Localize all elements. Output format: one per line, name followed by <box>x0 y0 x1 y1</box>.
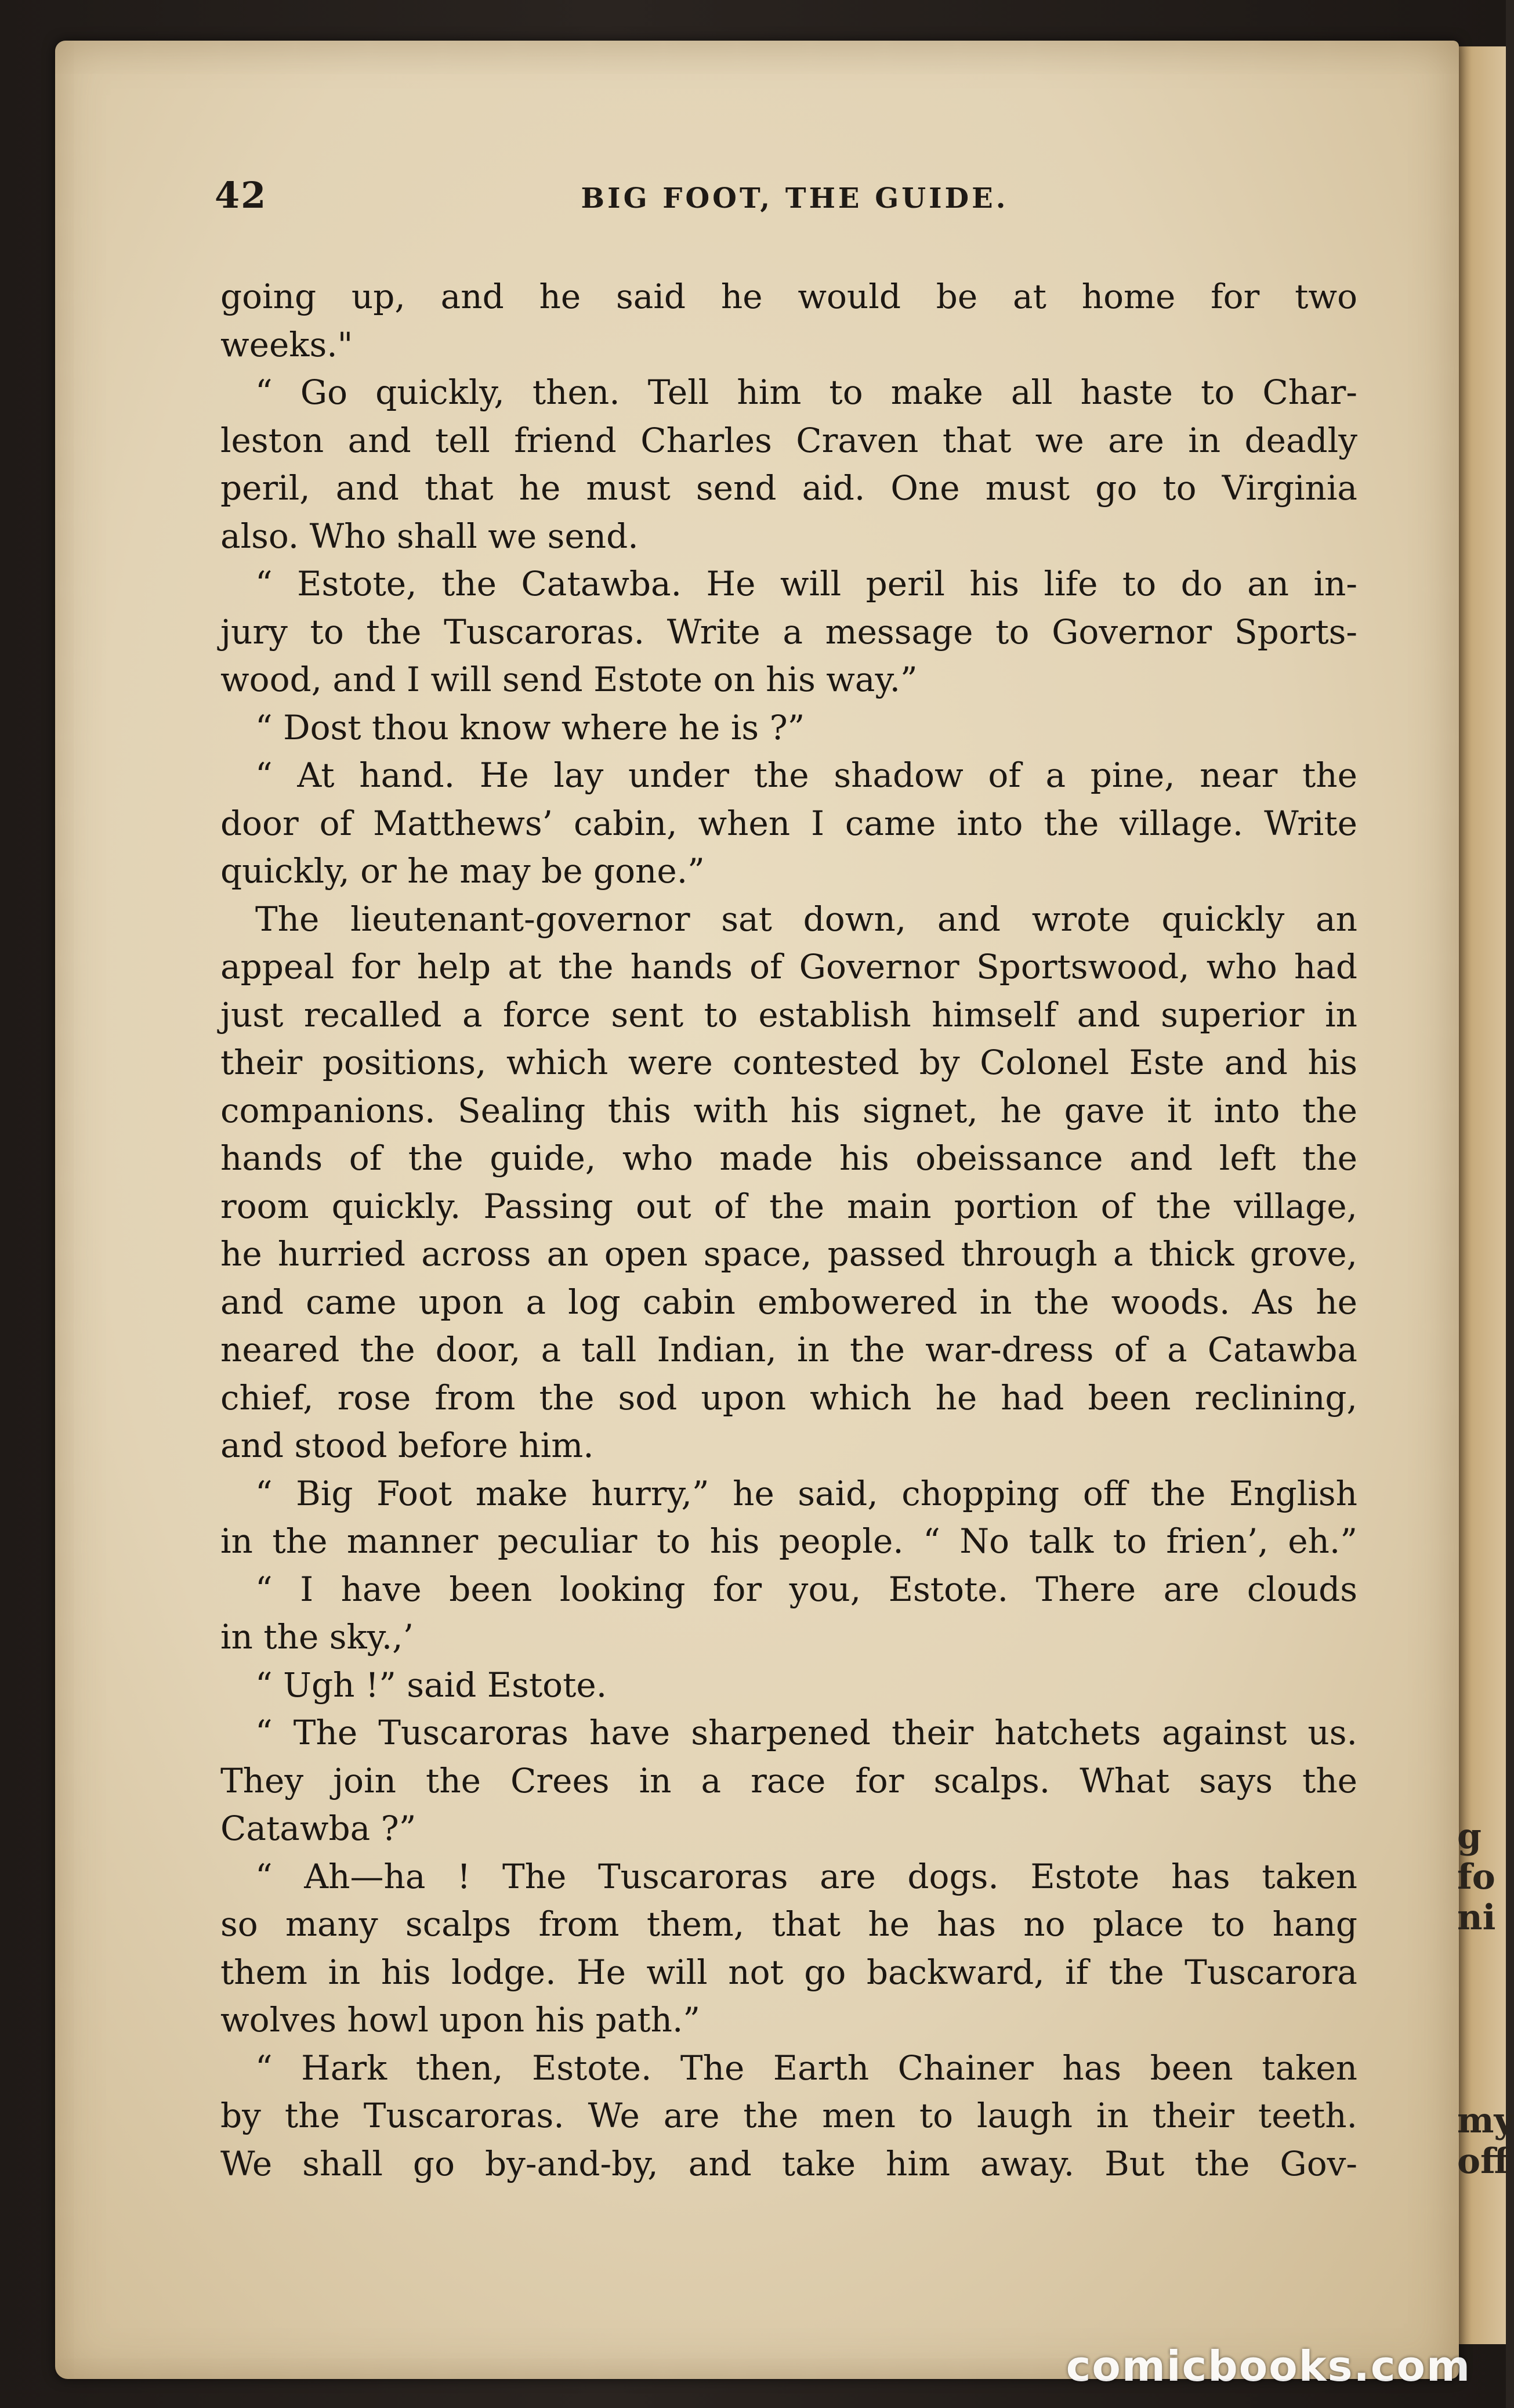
watermark: comicbooks.com <box>1066 2342 1471 2391</box>
text-line: We shall go by-and-by, and take him away. But the Gov- <box>220 2143 1357 2183</box>
text-line: going up, and he said he would be at home for two <box>220 277 1357 316</box>
text-line: peril, and that he must send aid. One must go to Virginia <box>220 468 1357 508</box>
text-line: Catawba ?” <box>220 1809 416 1848</box>
text-line: jury to the Tuscaroras. Write a message to Governor Sports- <box>220 612 1357 652</box>
text-line: and came upon a log cabin embowered in the woods. As he <box>220 1282 1357 1322</box>
edge-fragment: off <box>1457 2141 1509 2182</box>
text-line: their positions, which were contested by Colonel Este and his <box>220 1043 1357 1082</box>
text-line: neared the door, a tall Indian, in the war-dress of a Catawba <box>220 1330 1357 1369</box>
text-line: in the manner peculiar to his people. “ No talk to frien’, eh.” <box>220 1521 1357 1561</box>
text-line: room quickly. Passing out of the main portion of the village, <box>220 1186 1357 1226</box>
page-number: 42 <box>215 174 267 216</box>
text-line: and stood before him. <box>220 1426 594 1465</box>
running-head: BIG FOOT, THE GUIDE. <box>581 182 1009 215</box>
text-line: “ Dost thou know where he is ?” <box>255 707 805 747</box>
text-line: “ Ugh !” said Estote. <box>255 1665 607 1705</box>
text-line: leston and tell friend Charles Craven that we are in deadly <box>220 420 1357 460</box>
text-line: quickly, or he may be gone.” <box>220 851 705 891</box>
text-line: The lieutenant-governor sat down, and wrote quickly an <box>255 899 1357 939</box>
edge-fragment: ni <box>1457 1897 1496 1938</box>
edge-fragment: fo <box>1457 1857 1495 1897</box>
text-line: “ The Tuscaroras have sharpened their hatchets against us. <box>255 1713 1357 1752</box>
text-line: appeal for help at the hands of Governor Sportswood, who had <box>220 947 1357 986</box>
text-line: “ Go quickly, then. Tell him to make all haste to Char- <box>255 373 1357 412</box>
text-line: “ I have been looking for you, Estote. There are clouds <box>255 1569 1357 1609</box>
text-line: “ Ah—ha ! The Tuscaroras are dogs. Estote has taken <box>255 1856 1357 1896</box>
text-line: companions. Sealing this with his signet, he gave it into the <box>220 1090 1357 1130</box>
text-line: wood, and I will send Estote on his way.” <box>220 660 918 699</box>
text-line: them in his lodge. He will not go backward, if the Tuscarora <box>220 1952 1357 1992</box>
page-header <box>215 174 1375 238</box>
text-line: They join the Crees in a race for scalps. What says the <box>220 1760 1357 1800</box>
text-line: hands of the guide, who made his obeissance and left the <box>220 1138 1357 1178</box>
edge-fragment: g <box>1457 1816 1482 1857</box>
text-line: chief, rose from the sod upon which he had been reclining, <box>220 1377 1357 1418</box>
text-line: “ At hand. He lay under the shadow of a pine, near the <box>255 755 1357 795</box>
text-line: wolves howl upon his path.” <box>220 2000 701 2040</box>
text-line: “ Estote, the Catawba. He will peril his life to do an in- <box>255 564 1357 603</box>
text-line: weeks." <box>220 324 353 364</box>
text-line: door of Matthews’ cabin, when I came into the village. Write <box>220 803 1357 843</box>
text-line: “ Big Foot make hurry,” he said, chopping off the English <box>255 1473 1357 1513</box>
text-line: by the Tuscaroras. We are the men to laugh in their teeth. <box>220 2096 1357 2135</box>
text-line: in the sky.,’ <box>220 1617 414 1657</box>
text-line: also. Who shall we send. <box>220 516 639 556</box>
adjacent-page-edge <box>1453 46 1506 2344</box>
edge-fragment: my <box>1457 2100 1514 2141</box>
text-line: he hurried across an open space, passed through a thick grove, <box>220 1234 1357 1274</box>
text-line: so many scalps from them, that he has no place to hang <box>220 1904 1357 1944</box>
text-line: just recalled a force sent to establish himself and superior in <box>220 995 1357 1035</box>
body-text <box>220 273 1357 2188</box>
text-line: “ Hark then, Estote. The Earth Chainer has been taken <box>255 2048 1357 2088</box>
